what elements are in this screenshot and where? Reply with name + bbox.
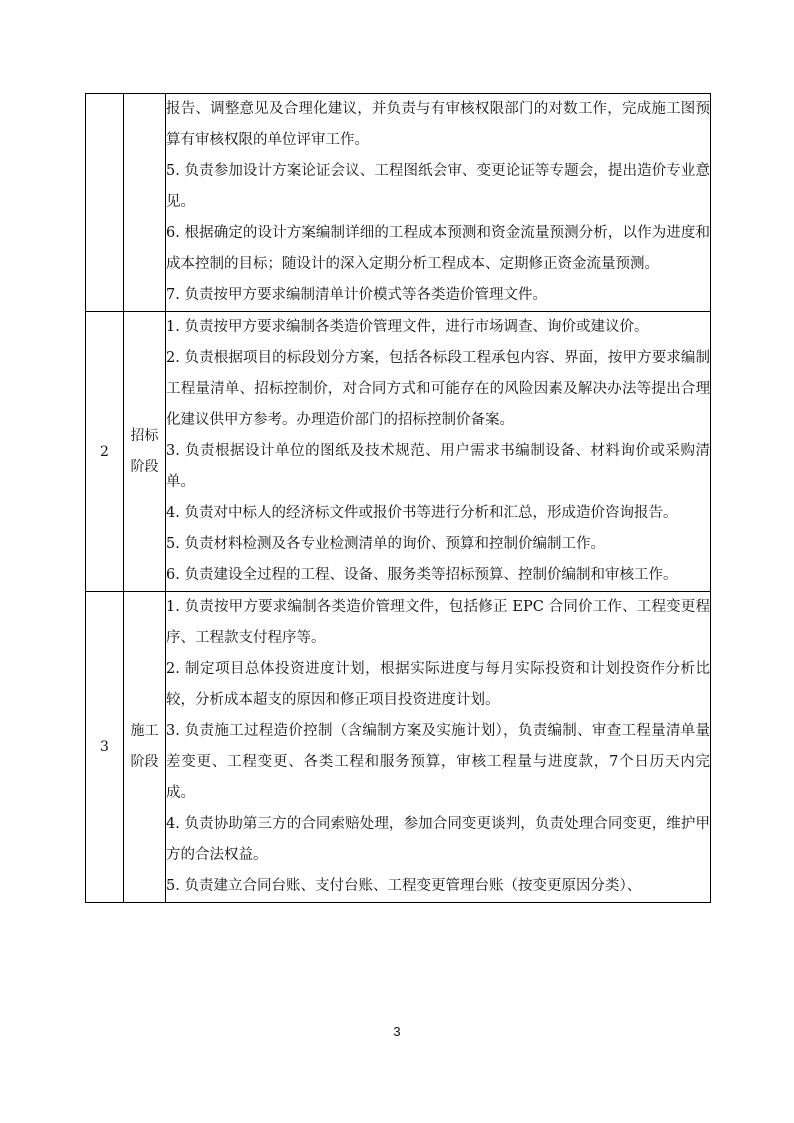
responsibilities-cell [166,312,711,592]
responsibility-item: 2. 负责根据项目的标段划分方案，包括各标段工程承包内容、界面，按甲方要求编制工程量清单、招标控制价，对合同方式和可能存在的风险因素及解决办法等提出合理化建议供甲方参考。办理造价部门的招标控制价备案。 [166,350,710,428]
responsibility-item: 3. 负责根据设计单位的图纸及技术规范、用户需求书编制设备、材料询价或采购清单。 [166,443,710,490]
responsibility-item: 4. 负责协助第三方的合同索赔处理，参加合同变更谈判，负责处理合同变更，维护甲方的合法权益。 [166,816,710,863]
table-row [86,312,711,592]
row-number: 2 [86,312,124,592]
row-number: 3 [86,592,124,903]
responsibility-item: 3. 负责施工过程造价控制（含编制方案及实施计划），负责编制、审查工程量清单量差变更、工程变更、各类工程和服务预算，审核工程量与进度款，7个日历天内完成。 [166,723,710,801]
table-row [86,592,711,903]
responsibility-item: 1. 负责按甲方要求编制各类造价管理文件，进行市场调查、询价或建议价。 [166,319,649,335]
row-number [86,94,124,312]
responsibilities-cell [166,592,711,903]
responsibility-item: 6. 负责建设全过程的工程、设备、服务类等招标预算、控制价编制和审核工作。 [166,567,678,583]
responsibility-item: 2. 制定项目总体投资进度计划，根据实际进度与每月实际投资和计划投资作分析比较，分析成本超支的原因和修正项目投资进度计划。 [166,661,710,708]
responsibility-item: 1. 负责按甲方要求编制各类造价管理文件，包括修正 EPC 合同价工作、工程变更程序、工程款支付程序等。 [166,599,710,646]
stage-name-line: 阶段 [130,754,159,770]
table-body [86,94,711,903]
stage-name-line: 招标 [130,427,159,444]
responsibility-item: 7. 负责按甲方要求编制清单计价模式等各类造价管理文件。 [166,287,547,303]
page-number: 3 [393,1024,401,1039]
responsibility-item: 报告、调整意见及合理化建议，并负责与有审核权限部门的对数工作，完成施工图预算有审核权限的单位评审工作。 [166,101,710,148]
table-row [86,94,711,312]
stage-name [124,94,166,312]
stage-name [124,592,166,903]
stage-name-line: 阶段 [130,458,159,475]
stage-name [124,312,166,592]
responsibilities-cell [166,94,711,312]
stage-name-line: 施工 [130,723,159,739]
responsibility-item: 4. 负责对中标人的经济标文件或报价书等进行分析和汇总，形成造价咨询报告。 [166,505,678,521]
responsibility-item: 5. 负责材料检测及各专业检测清单的询价、预算和控制价编制工作。 [166,536,605,552]
stage-responsibility-table [85,93,711,903]
responsibility-item: 5. 负责参加设计方案论证会议、工程图纸会审、变更论证等专题会，提出造价专业意见。 [166,163,710,210]
responsibility-item: 6. 根据确定的设计方案编制详细的工程成本预测和资金流量预测分析，以作为进度和成本控制的目标；随设计的深入定期分析工程成本、定期修正资金流量预测。 [166,225,710,272]
responsibility-item: 5. 负责建立合同台账、支付台账、工程变更管理台账（按变更原因分类）、 [166,878,642,894]
